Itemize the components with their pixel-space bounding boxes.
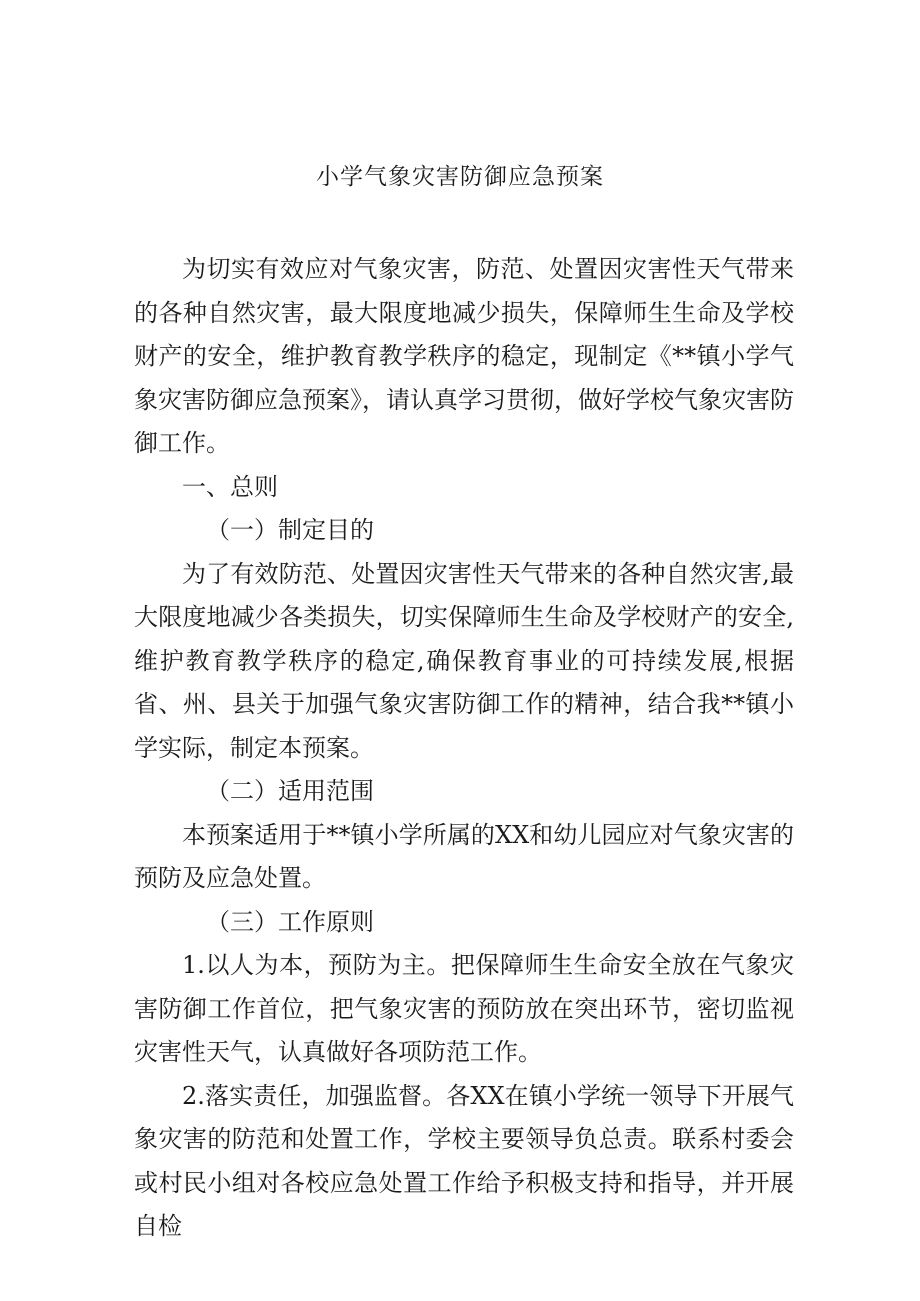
- document-title: 小学气象灾害防御应急预案: [316, 164, 604, 190]
- document-body: [134, 248, 794, 1249]
- purpose-paragraph: 为了有效防范、处置因灾害性天气带来的各种自然灾害,最大限度地减少各类损失，切实保障师生生命及学校财产的安全,维护教育教学秩序的稳定,确保教育事业的可持续发展,根据省、州、县关于加强气象灾害防御工作的精神，结合我**镇小学实际，制定本预案。: [134, 559, 794, 762]
- subsection-heading-principles: （三）工作原则: [206, 907, 374, 936]
- principle-item-2: 2.落实责任，加强监督。各XX在镇小学统一领导下开展气象灾害的防范和处置工作，学校主要领导负总责。联系村委会或村民小组对各校应急处置工作给予积极支持和指导，并开展自检: [134, 1081, 794, 1240]
- scope-paragraph: 本预案适用于**镇小学所属的XX和幼儿园应对气象灾害的预防及应急处置。: [134, 820, 794, 892]
- subsection-heading-purpose: （一）制定目的: [206, 516, 374, 544]
- section-heading-general: 一、总则: [182, 472, 278, 501]
- intro-paragraph: 为切实有效应对气象灾害，防范、处置因灾害性天气带来的各种自然灾害，最大限度地减少损失，保障师生生命及学校财产的安全，维护教育教学秩序的稳定，现制定《**镇小学气象灾害防御应急预案》，请认真学习贯彻，做好学校气象灾害防御工作。: [134, 255, 794, 457]
- principle-item-1: 1.以人为本，预防为主。把保障师生生命安全放在气象灾害防御工作首位，把气象灾害的预防放在突出环节，密切监视灾害性天气，认真做好各项防范工作。: [134, 951, 794, 1066]
- subsection-heading-scope: （二）适用范围: [206, 777, 374, 805]
